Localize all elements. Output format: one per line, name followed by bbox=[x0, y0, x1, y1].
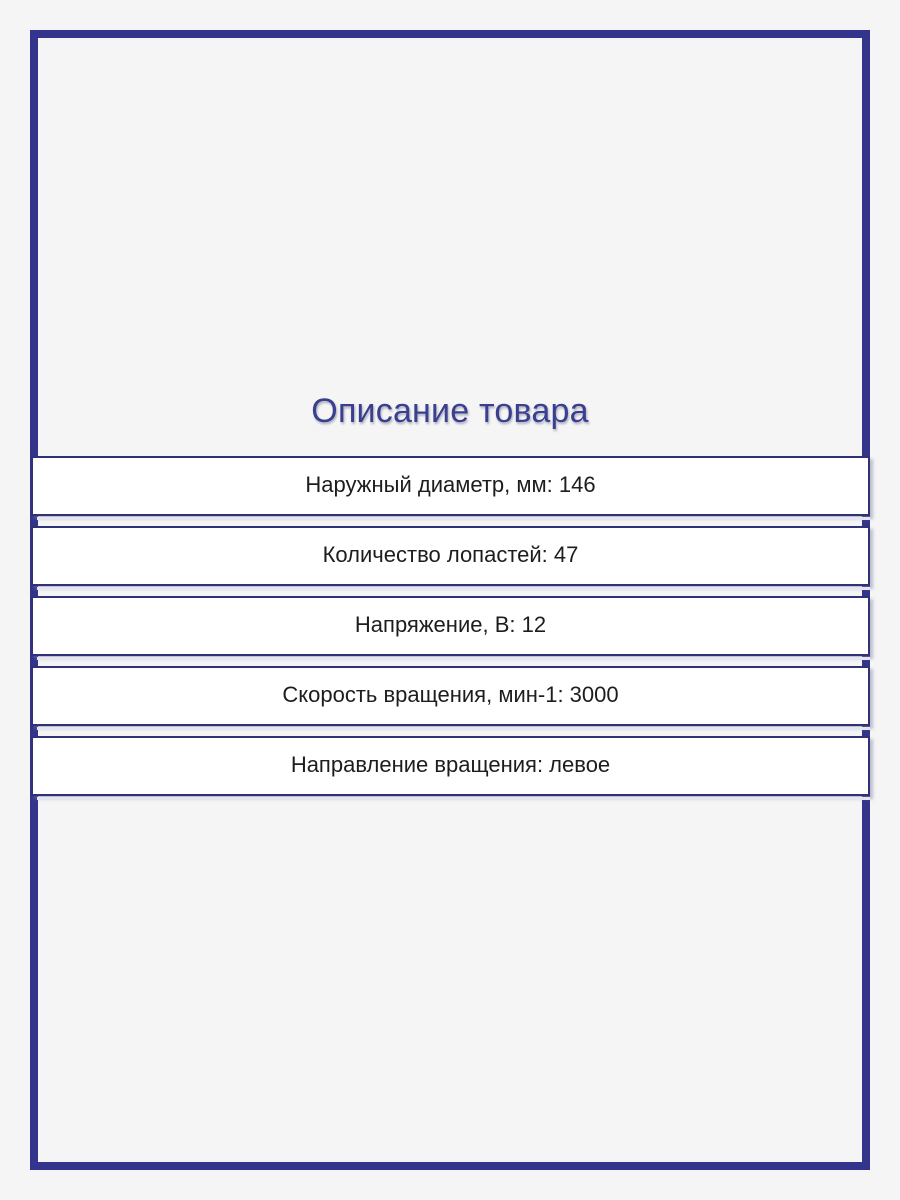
spec-text: Напряжение, В: 12 bbox=[354, 612, 547, 637]
spec-text: Наружный диаметр, мм: 146 bbox=[305, 472, 596, 497]
spec-text: Количество лопастей: 47 bbox=[322, 542, 579, 567]
spec-row-voltage bbox=[31, 596, 870, 656]
spec-row-blade-count bbox=[31, 526, 870, 586]
spec-row-rotation-speed bbox=[31, 666, 870, 726]
spec-text: Направление вращения: левое bbox=[290, 752, 611, 777]
spec-row-outer-diameter bbox=[31, 456, 870, 516]
spec-text: Скорость вращения, мин-1: 3000 bbox=[282, 682, 619, 707]
spec-list bbox=[31, 456, 870, 806]
spec-row-rotation-direction bbox=[31, 736, 870, 796]
section-title: Описание товара bbox=[311, 392, 589, 430]
